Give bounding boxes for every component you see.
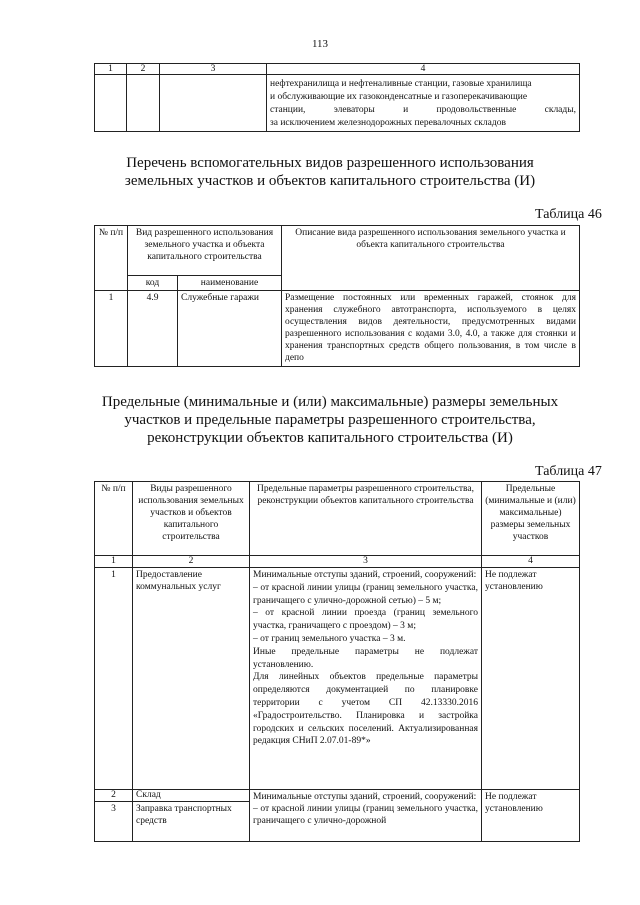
param-line: Иные предельные параметры не подлежат установлению. — [253, 646, 478, 670]
row-number: 3 — [95, 802, 133, 842]
param-line: – от границ земельного участка – 3 м. — [253, 633, 406, 644]
heading-line: Предельные (минимальные и (или) максимальные) размеры земельных — [101, 394, 559, 410]
row-parameters — [250, 790, 482, 842]
heading-line: реконструкции объектов капитального строительства (И) — [147, 430, 513, 446]
row-name: Служебные гаражи — [178, 291, 282, 367]
table-47 — [94, 481, 580, 842]
heading-line: земельных участков и объектов капитального строительства (И) — [124, 173, 536, 189]
row-description: Размещение постоянных или временных гаражей, стоянок для хранения служебного автотранспорта, используемого в целях осуществления видов деятельности, предусмотренных видами разрешенного использования с кодами 3.0, 4.0, а также для стоянки и хранения транспортных средств общего пользования, в том числе в депо — [282, 291, 580, 367]
param-line: Минимальные отступы зданий, строений, сооружений: — [253, 792, 477, 802]
desc-line: нефтехранилища и нефтеналивные станции, газовые хранилища — [270, 79, 532, 89]
col-num-3: 3 — [250, 556, 482, 568]
table46-caption: Таблица 46 — [535, 207, 602, 222]
heading-auxiliary-uses — [60, 154, 600, 190]
col-num-4: 4 — [267, 64, 580, 75]
cell-empty — [160, 75, 267, 132]
col-num-2: 2 — [133, 556, 250, 568]
row-use-kind: Заправка транспортных средств — [133, 802, 250, 842]
heading-line: участков и предельные параметры разрешенного строительства, — [124, 412, 536, 428]
page-number: 113 — [311, 38, 329, 50]
cell-empty — [127, 75, 160, 132]
header-description: Описание вида разрешенного использования земельного участка и объекта капитального строительства — [282, 226, 580, 291]
row-number: 2 — [95, 790, 133, 802]
row-number: 1 — [95, 568, 133, 790]
param-line: – от красной линии улицы (границ земельного участка, граничащего с улично-дорожной сетью) – 5 м; — [253, 582, 478, 606]
row-use-kind: Склад — [133, 790, 250, 802]
header-use-kind: Вид разрешенного использования земельного участка и объекта капитального строительства — [128, 226, 282, 276]
desc-line: за исключением железнодорожных перевалочных складов — [270, 118, 506, 128]
table-46 — [94, 225, 580, 367]
header-number: № п/п — [95, 482, 133, 556]
row-plot-size: Не подлежат установлению — [482, 790, 580, 842]
col-num-3: 3 — [160, 64, 267, 75]
heading-limit-parameters — [60, 393, 600, 447]
header-code: код — [128, 276, 178, 291]
row-code: 4.9 — [128, 291, 178, 367]
row-plot-size: Не подлежат установлению — [482, 568, 580, 790]
heading-line: Перечень вспомогательных видов разрешенного использования — [126, 155, 534, 171]
table-continuation — [94, 63, 580, 132]
table47-caption: Таблица 47 — [535, 464, 602, 479]
col-num-1: 1 — [95, 64, 127, 75]
col-num-1: 1 — [95, 556, 133, 568]
header-number: № п/п — [95, 226, 128, 291]
row-parameters — [250, 568, 482, 790]
cell-empty — [95, 75, 127, 132]
row-use-kind: Предоставление коммунальных услуг — [133, 568, 250, 790]
header-parameters: Предельные параметры разрешенного строительства, реконструкции объектов капитального строительства — [250, 482, 482, 556]
header-use-kinds: Виды разрешенного использования земельных участков и объектов капитального строительства — [133, 482, 250, 556]
header-plot-sizes: Предельные (минимальные и (или) максимальные) размеры земельных участков — [482, 482, 580, 556]
param-line: Минимальные отступы зданий, строений, сооружений: — [253, 570, 477, 580]
param-line: Для линейных объектов предельные параметры определяются документацией по планировке территории с учетом СП 42.13330.2016 «Градостроительство. Планировка и застройка городских и сельских поселений. Актуализированная редакция СНиП 2.07.01-89*» — [253, 672, 478, 747]
header-name: наименование — [178, 276, 282, 291]
cell-description — [267, 75, 580, 132]
desc-line: станции, элеваторы и продовольственные склады, — [270, 105, 576, 115]
row-number: 1 — [95, 291, 128, 367]
col-num-4: 4 — [482, 556, 580, 568]
param-line: – от красной линии улицы (границ земельного участка, граничащего с улично-дорожной — [253, 804, 478, 826]
param-line: – от красной линии проезда (границ земельного участка, граничащего с проездом) – 3 м; — [253, 608, 478, 632]
desc-line: и обслуживающие их газоконденсатные и газоперекачивающие — [270, 92, 528, 102]
col-num-2: 2 — [127, 64, 160, 75]
